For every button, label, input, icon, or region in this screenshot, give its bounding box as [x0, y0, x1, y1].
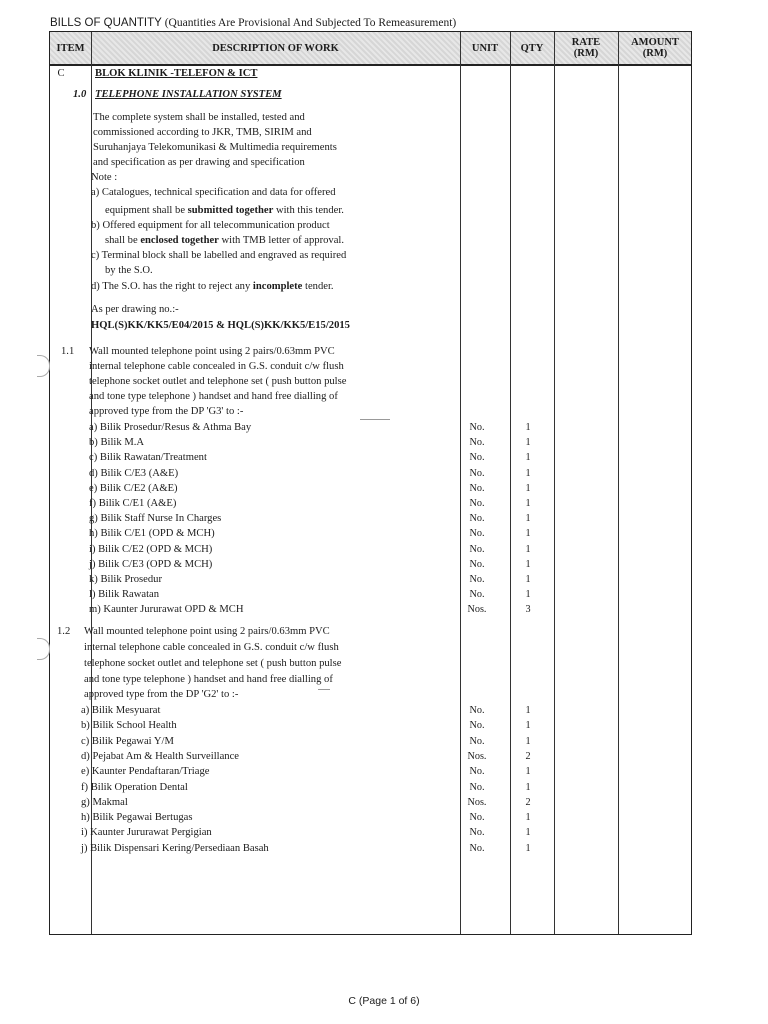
col-description-header: DESCRIPTION OF WORK	[212, 42, 339, 54]
item-desc-line: telephone socket outlet and telephone set ( push button pulse	[84, 658, 342, 669]
row-unit: No.	[469, 482, 485, 494]
col-qty-header: QTY	[520, 42, 544, 54]
document-title	[50, 17, 456, 29]
row-unit: No.	[469, 574, 485, 585]
row-unit: No.	[469, 589, 485, 601]
row-label: c) Bilik Rawatan/Treatment	[89, 452, 207, 464]
row-qty: 1	[525, 467, 531, 479]
row-qty: 1	[525, 735, 531, 747]
note-line: by the S.O.	[105, 265, 153, 276]
row-unit: No.	[469, 705, 485, 716]
row-label: j) Bilik Dispensari Kering/Persediaan Basah	[81, 842, 269, 854]
scan-speck	[318, 689, 330, 690]
row-unit: No.	[469, 558, 485, 570]
row-qty: 1	[525, 528, 531, 540]
row-label: b) Bilik M.A	[89, 437, 145, 449]
note-line: b) Offered equipment for all telecommunication product	[91, 220, 330, 231]
sub-item-no: 1.0	[73, 89, 87, 100]
item-desc-line: internal telephone cable concealed in G.S. conduit c/w flush	[84, 642, 339, 653]
row-qty: 1	[525, 589, 531, 601]
drawing-label: As per drawing no.:-	[91, 304, 179, 315]
row-qty: 1	[525, 437, 531, 449]
row-label: e) Kaunter Pendaftaran/Triage	[81, 766, 210, 778]
row-unit: No.	[469, 812, 485, 824]
row-unit: No.	[469, 735, 485, 747]
row-unit: No.	[469, 422, 485, 433]
row-qty: 1	[525, 812, 531, 824]
row-unit: No.	[469, 781, 485, 793]
row-label: l) Bilik Rawatan	[89, 589, 160, 601]
col-divider	[554, 32, 555, 934]
intro-line: Suruhanjaya Telekomunikasi & Multimedia requirements	[93, 142, 337, 153]
row-qty: 1	[525, 498, 531, 509]
row-qty: 1	[525, 558, 531, 570]
row-label: f) Bilik Operation Dental	[81, 781, 188, 793]
row-unit: No.	[469, 437, 485, 449]
col-amount-header: AMOUNT (RM)	[631, 37, 679, 59]
row-unit: No.	[469, 842, 485, 854]
row-label: g) Makmal	[81, 796, 128, 808]
intro-line: commissioned according to JKR, TMB, SIRIM and	[93, 127, 312, 138]
note-line: c) Terminal block shall be labelled and engraved as required	[91, 250, 347, 261]
row-unit: Nos.	[467, 750, 487, 762]
row-qty: 1	[525, 842, 531, 854]
row-unit: Nos.	[467, 604, 487, 616]
item-no: 1.1	[61, 346, 75, 357]
row-label: c) Bilik Pegawai Y/M	[81, 735, 174, 747]
row-qty: 2	[525, 796, 531, 808]
row-label: h) Bilik C/E1 (OPD & MCH)	[89, 528, 215, 540]
row-qty: 3	[525, 604, 531, 616]
intro-line: and specification as per drawing and specification	[93, 157, 305, 168]
row-qty: 2	[525, 750, 531, 762]
note-label: Note :	[91, 172, 118, 183]
item-desc-line: and tone type telephone ) handset and hand free dialling of	[89, 391, 338, 402]
item-desc-line: telephone socket outlet and telephone set ( push button pulse	[89, 376, 347, 387]
row-label: d) Bilik C/E3 (A&E)	[89, 467, 179, 479]
sub-section-title: TELEPHONE INSTALLATION SYSTEM	[95, 89, 282, 100]
row-qty: 1	[525, 766, 531, 778]
col-rate-header: RATE (RM)	[571, 37, 601, 59]
item-desc-line: approved type from the DP 'G2' to :-	[84, 689, 239, 700]
row-unit: No.	[469, 543, 485, 555]
row-label: k) Bilik Prosedur	[89, 574, 162, 585]
col-divider	[618, 32, 619, 934]
row-qty: 1	[525, 705, 531, 716]
row-unit: No.	[469, 528, 485, 540]
note-line: d) The S.O. has the right to reject any incomplete tender.	[91, 281, 334, 292]
page-footer: C (Page 1 of 6)	[348, 995, 420, 1007]
row-unit: No.	[469, 467, 485, 479]
row-qty: 1	[525, 452, 531, 464]
row-unit: No.	[469, 498, 485, 509]
drawing-number: HQL(S)KK/KK5/E04/2015 & HQL(S)KK/KK5/E15/2015	[91, 320, 350, 331]
row-qty: 1	[525, 781, 531, 793]
row-label: a) Bilik Prosedur/Resus & Athma Bay	[89, 422, 252, 433]
row-unit: No.	[469, 827, 485, 839]
scan-speck	[360, 419, 390, 420]
row-unit: No.	[469, 452, 485, 464]
row-label: f) Bilik C/E1 (A&E)	[89, 498, 177, 509]
row-unit: No.	[469, 766, 485, 778]
note-line: a) Catalogues, technical specification and data for offered	[91, 187, 336, 198]
row-label: m) Kaunter Jururawat OPD & MCH	[89, 604, 244, 616]
item-desc-line: Wall mounted telephone point using 2 pairs/0.63mm PVC	[89, 346, 335, 357]
item-desc-line: Wall mounted telephone point using 2 pairs/0.63mm PVC	[84, 626, 330, 637]
row-qty: 1	[525, 482, 531, 494]
row-unit: Nos.	[467, 796, 487, 808]
section-item-no: C	[57, 68, 65, 79]
item-desc-line: and tone type telephone ) handset and hand free dialling of	[84, 674, 333, 685]
row-label: i) Kaunter Jururawat Pergigian	[81, 827, 212, 839]
row-label: d) Pejabat Am & Health Surveillance	[81, 750, 239, 762]
row-label: g) Bilik Staff Nurse In Charges	[89, 513, 222, 525]
boq-subtitle: (Quantities Are Provisional And Subjected To Remeasurement)	[164, 17, 457, 29]
row-label: a) Bilik Mesyuarat	[81, 705, 161, 716]
item-no: 1.2	[57, 626, 71, 637]
note-line: equipment shall be submitted together with this tender.	[105, 205, 344, 216]
row-qty: 1	[525, 574, 531, 585]
row-label: j) Bilik C/E3 (OPD & MCH)	[89, 558, 213, 570]
section-title: BLOK KLINIK -TELEFON & ICT	[95, 68, 258, 79]
col-unit-header: UNIT	[471, 42, 499, 54]
row-label: b) Bilik School Health	[81, 720, 177, 732]
row-label: e) Bilik C/E2 (A&E)	[89, 482, 178, 494]
row-qty: 1	[525, 720, 531, 732]
row-unit: No.	[469, 720, 485, 732]
row-qty: 1	[525, 543, 531, 555]
row-qty: 1	[525, 513, 531, 525]
row-label: h) Bilik Pegawai Bertugas	[81, 812, 193, 824]
row-unit: No.	[469, 513, 485, 525]
row-qty: 1	[525, 422, 531, 433]
item-desc-line: approved type from the DP 'G3' to :-	[89, 406, 244, 417]
row-label: i) Bilik C/E2 (OPD & MCH)	[89, 543, 213, 555]
intro-line: The complete system shall be installed, tested and	[93, 112, 305, 123]
row-qty: 1	[525, 827, 531, 839]
boq-title: BILLS OF QUANTITY	[50, 17, 162, 29]
col-item-header: ITEM	[56, 42, 85, 54]
note-line: shall be enclosed together with TMB letter of approval.	[105, 235, 345, 246]
table-header-row	[50, 32, 691, 66]
item-desc-line: internal telephone cable concealed in G.S. conduit c/w flush	[89, 361, 344, 372]
